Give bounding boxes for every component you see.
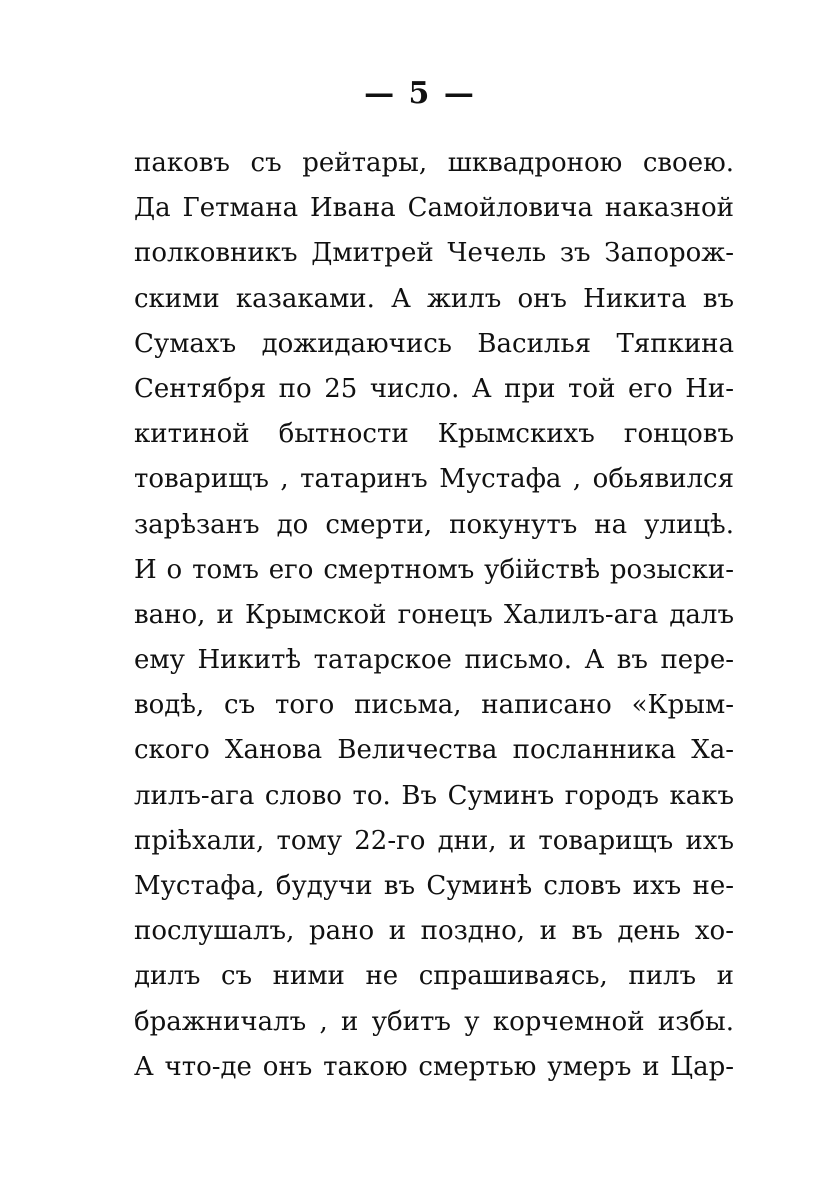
text-line: зарѣзанъ до смерти, покунутъ на улицѣ. (134, 509, 734, 540)
text-line: послушалъ, рано и поздно, и въ день хо- (134, 916, 734, 947)
page-number: — 5 — (364, 76, 476, 111)
text-line: И о томъ его смертномъ убійствѣ розыски- (134, 554, 734, 585)
text-line: дилъ съ ними не спрашиваясь, пилъ и (134, 961, 734, 992)
text-line: бражничалъ , и убитъ у корчемной избы. (134, 1006, 734, 1037)
text-line: водѣ, съ того письма, написано «Крым- (134, 690, 734, 721)
text-line: китиной бытности Крымскихъ гонцовъ (134, 419, 734, 450)
text-line: паковъ съ рейтары, шквадроною своею. (134, 148, 734, 178)
body-text (134, 141, 734, 1090)
text-line: А что-де онъ такою смертью умеръ и Цар- (134, 1051, 734, 1082)
text-line: Да Гетмана Ивана Самойловича наказной (134, 193, 734, 224)
text-line: вано, и Крымской гонецъ Халилъ-ага далъ (134, 599, 734, 630)
text-line: Мустафа, будучи въ Суминѣ словъ ихъ не- (134, 871, 734, 901)
text-line: ему Никитѣ татарское письмо. А въ пере- (134, 645, 734, 676)
text-line: ского Ханова Величества посланника Ха- (134, 735, 734, 766)
text-line: скими казаками. А жилъ онъ Никита въ (134, 283, 734, 314)
text-line: лилъ-ага слово то. Въ Суминъ городъ какъ (134, 780, 734, 811)
text-line: Сентября по 25 число. А при той его Ни- (134, 373, 734, 404)
text-line: полковникъ Дмитрей Чечель зъ Запорож- (134, 238, 734, 269)
text-line: пріѣхали, тому 22-го дни, и товарищъ ихъ (134, 825, 734, 856)
text-line: товарищъ , татаринъ Мустафа , обьявился (134, 464, 734, 495)
text-line: Сумахъ дожидаючись Василья Тяпкина (134, 328, 734, 359)
